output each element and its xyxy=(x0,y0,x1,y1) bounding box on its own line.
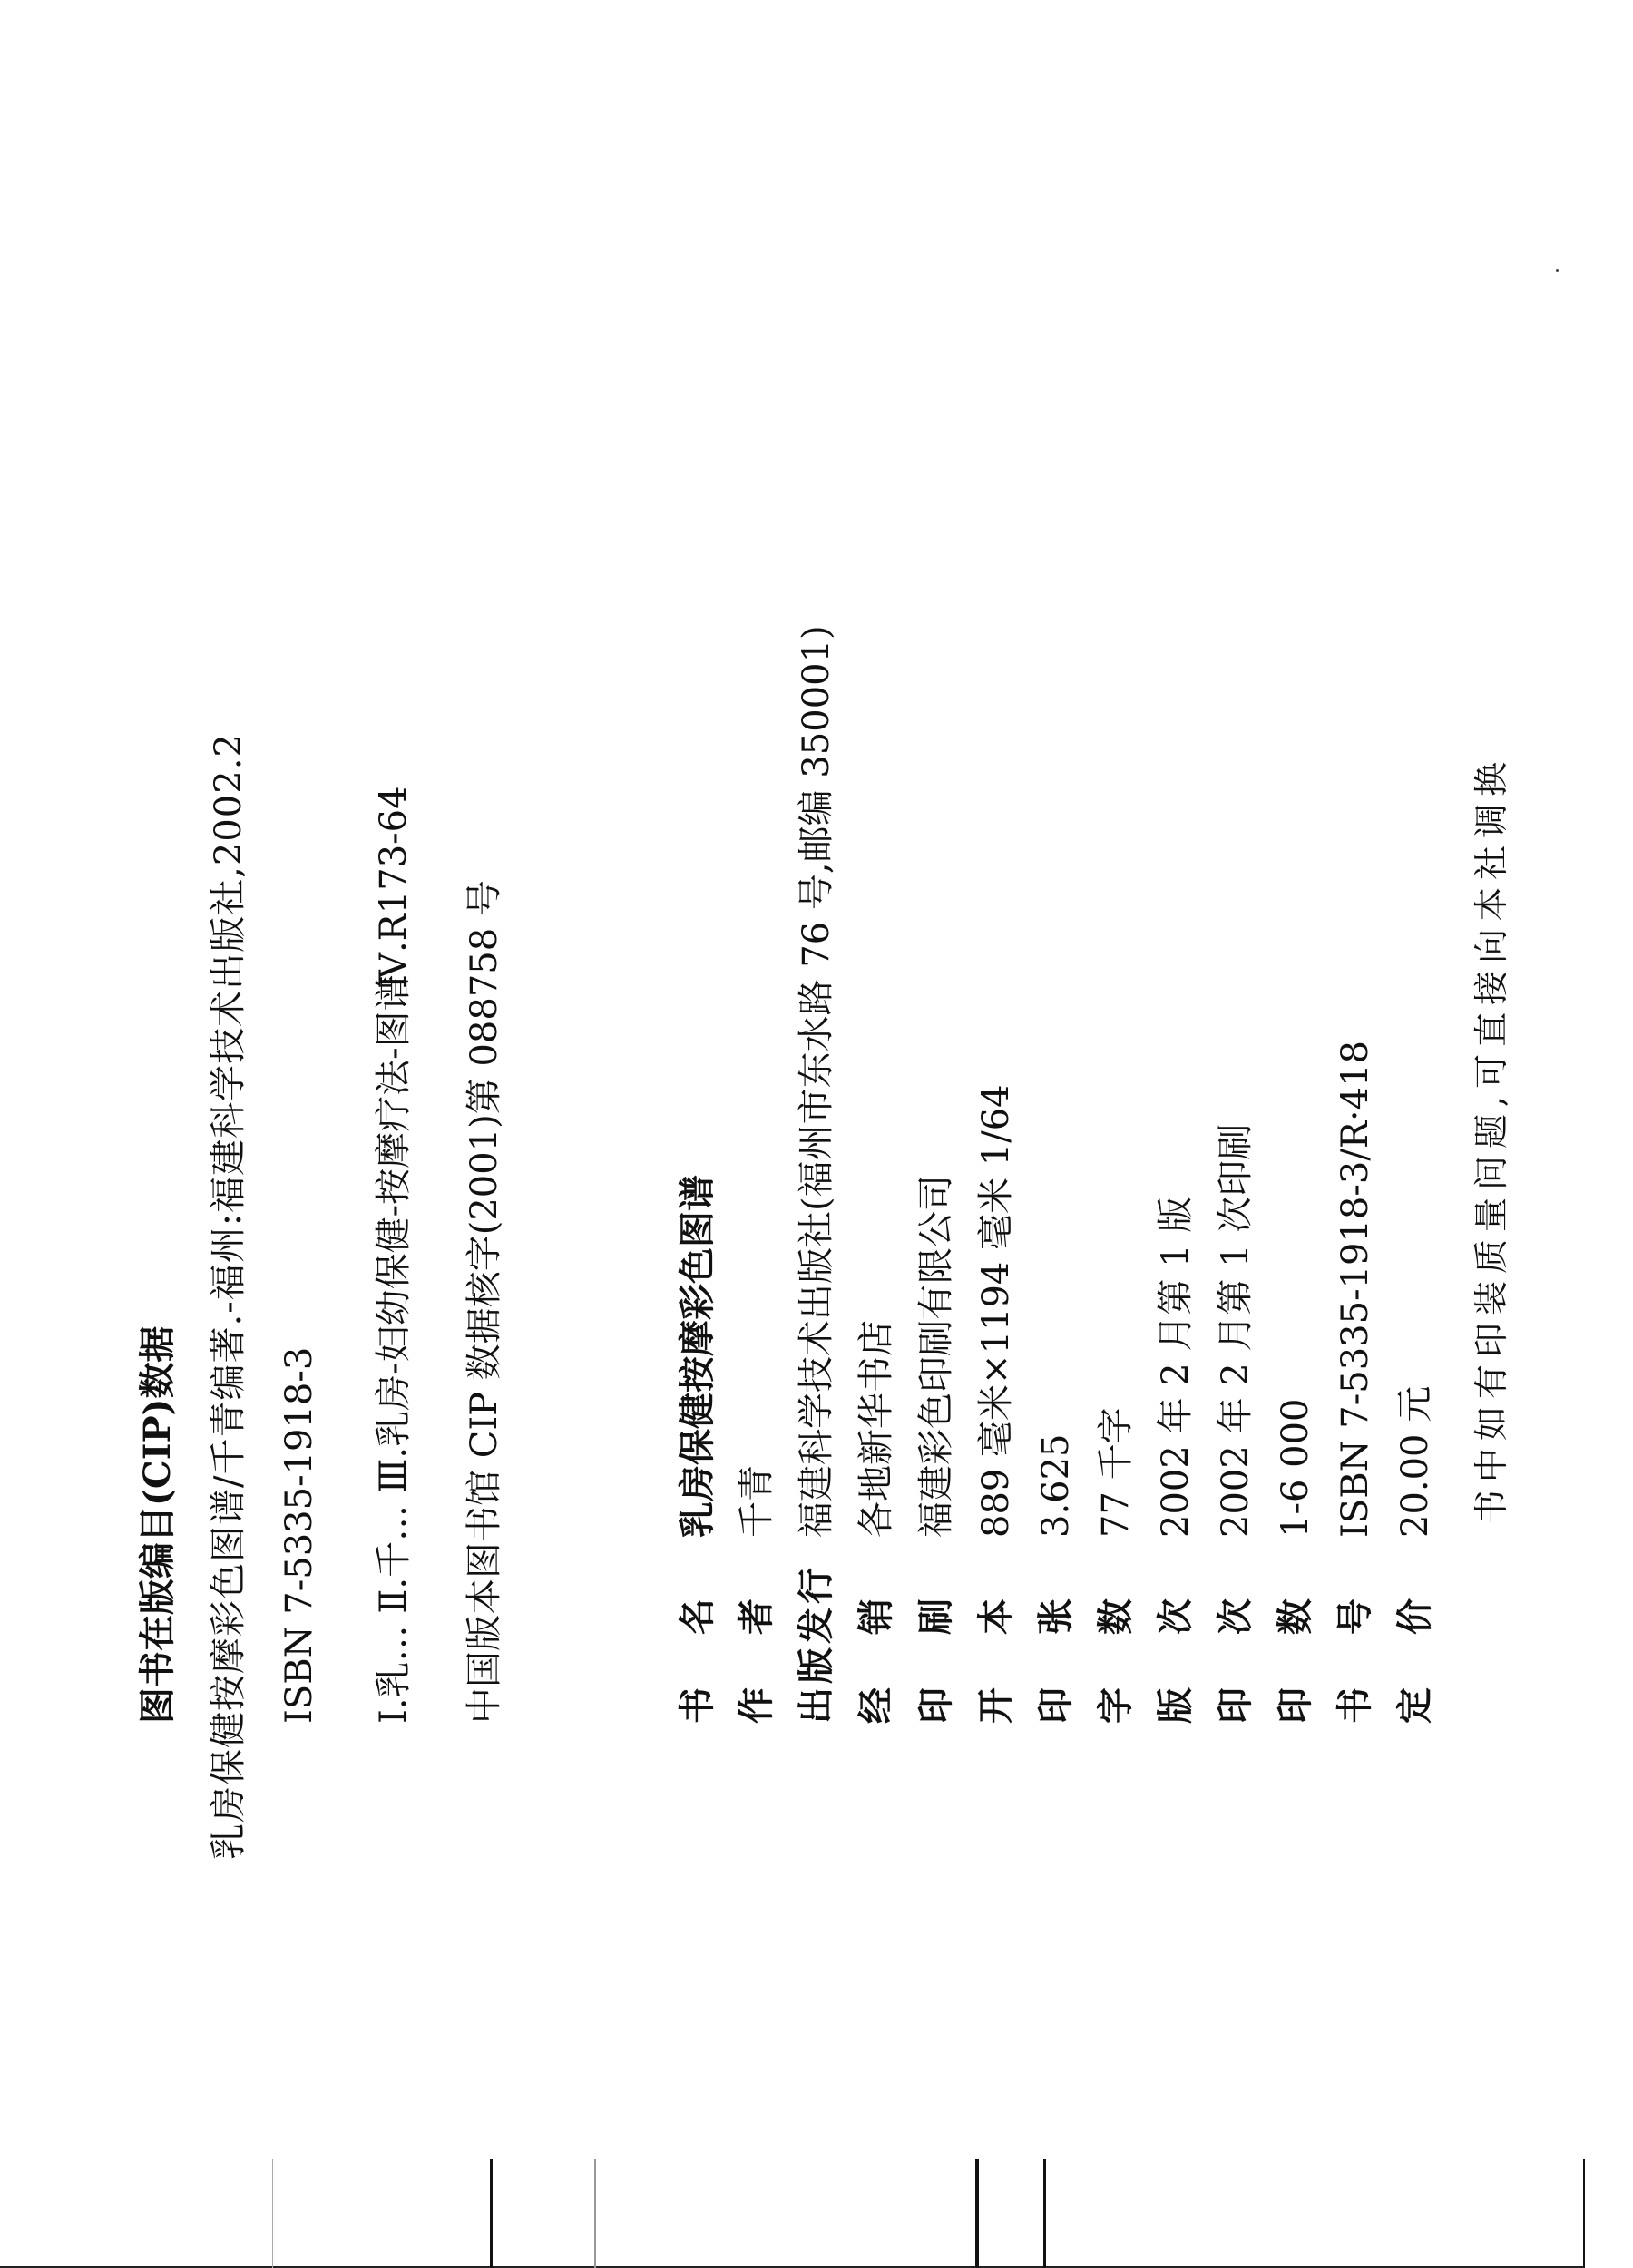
info-value: 3.625 xyxy=(1035,1433,1077,1538)
info-label: 字数 xyxy=(1094,1546,1137,1724)
cip-line-3b: Ⅳ.R173-64 xyxy=(373,786,415,989)
info-label: 作者 xyxy=(735,1546,777,1724)
cip-line-4: 中国版本图书馆 CIP 数据核字(2001)第 088758 号 xyxy=(464,880,505,1724)
info-value-title: 乳房保健按摩彩色图谱 xyxy=(676,1175,719,1538)
info-label: 书名 xyxy=(676,1546,719,1724)
info-value: ISBN 7-5335-1918-3/R·418 xyxy=(1335,1040,1376,1538)
info-label: 印次 xyxy=(1214,1546,1257,1724)
info-value: 2002 年 2 月第 1 次印刷 xyxy=(1215,1123,1257,1538)
info-value: 77 千字 xyxy=(1095,1407,1137,1538)
info-value: 千青 xyxy=(736,1465,777,1538)
binding-rule xyxy=(1043,2159,1046,2268)
info-label: 经销 xyxy=(855,1546,897,1724)
binding-rule xyxy=(975,2159,979,2268)
info-value: 各地新华书店 xyxy=(856,1320,897,1538)
scan-speck xyxy=(1556,269,1559,272)
info-label: 印张 xyxy=(1034,1546,1077,1724)
info-value: 20.00 元 xyxy=(1394,1385,1436,1538)
cip-title: 图书在版编目(CIP)数据 xyxy=(136,1325,179,1724)
info-label: 印刷 xyxy=(914,1546,957,1724)
info-label: 印数 xyxy=(1274,1546,1316,1724)
binding-rule xyxy=(490,2159,493,2268)
info-label: 出版发行 xyxy=(795,1564,837,1724)
binding-rule xyxy=(272,2159,273,2268)
info-label: 版次 xyxy=(1154,1546,1197,1724)
cip-line-1: 乳房保健按摩彩色图谱/千青编著.-福州:福建科学技术出版社,2002.2 xyxy=(208,733,249,1860)
info-value: 2002 年 2 月第 1 版 xyxy=(1155,1196,1197,1538)
cip-line-3a: Ⅰ.乳… Ⅱ.千… Ⅲ.乳房-妇幼保健-按摩疗法-图谱 xyxy=(373,974,415,1724)
cip-line-2: ISBN 7-5335-1918-3 xyxy=(279,1346,320,1724)
binding-rule xyxy=(1583,2159,1585,2268)
binding-rule xyxy=(594,2159,596,2268)
info-label: 定价 xyxy=(1393,1546,1436,1724)
info-label: 开本 xyxy=(974,1546,1017,1724)
info-value: 福建科学技术出版社(福州市东水路 76 号,邮编 350001) xyxy=(796,625,837,1538)
quality-note: 书中如有印装质量问题,可直接向本社调换 xyxy=(1472,754,1511,1524)
info-value: 福建彩色印刷有限公司 xyxy=(915,1175,957,1538)
info-label: 书号 xyxy=(1334,1546,1376,1724)
info-value: 1-6 000 xyxy=(1275,1398,1316,1538)
info-value: 889 毫米×1194 毫米 1/64 xyxy=(975,1084,1017,1538)
